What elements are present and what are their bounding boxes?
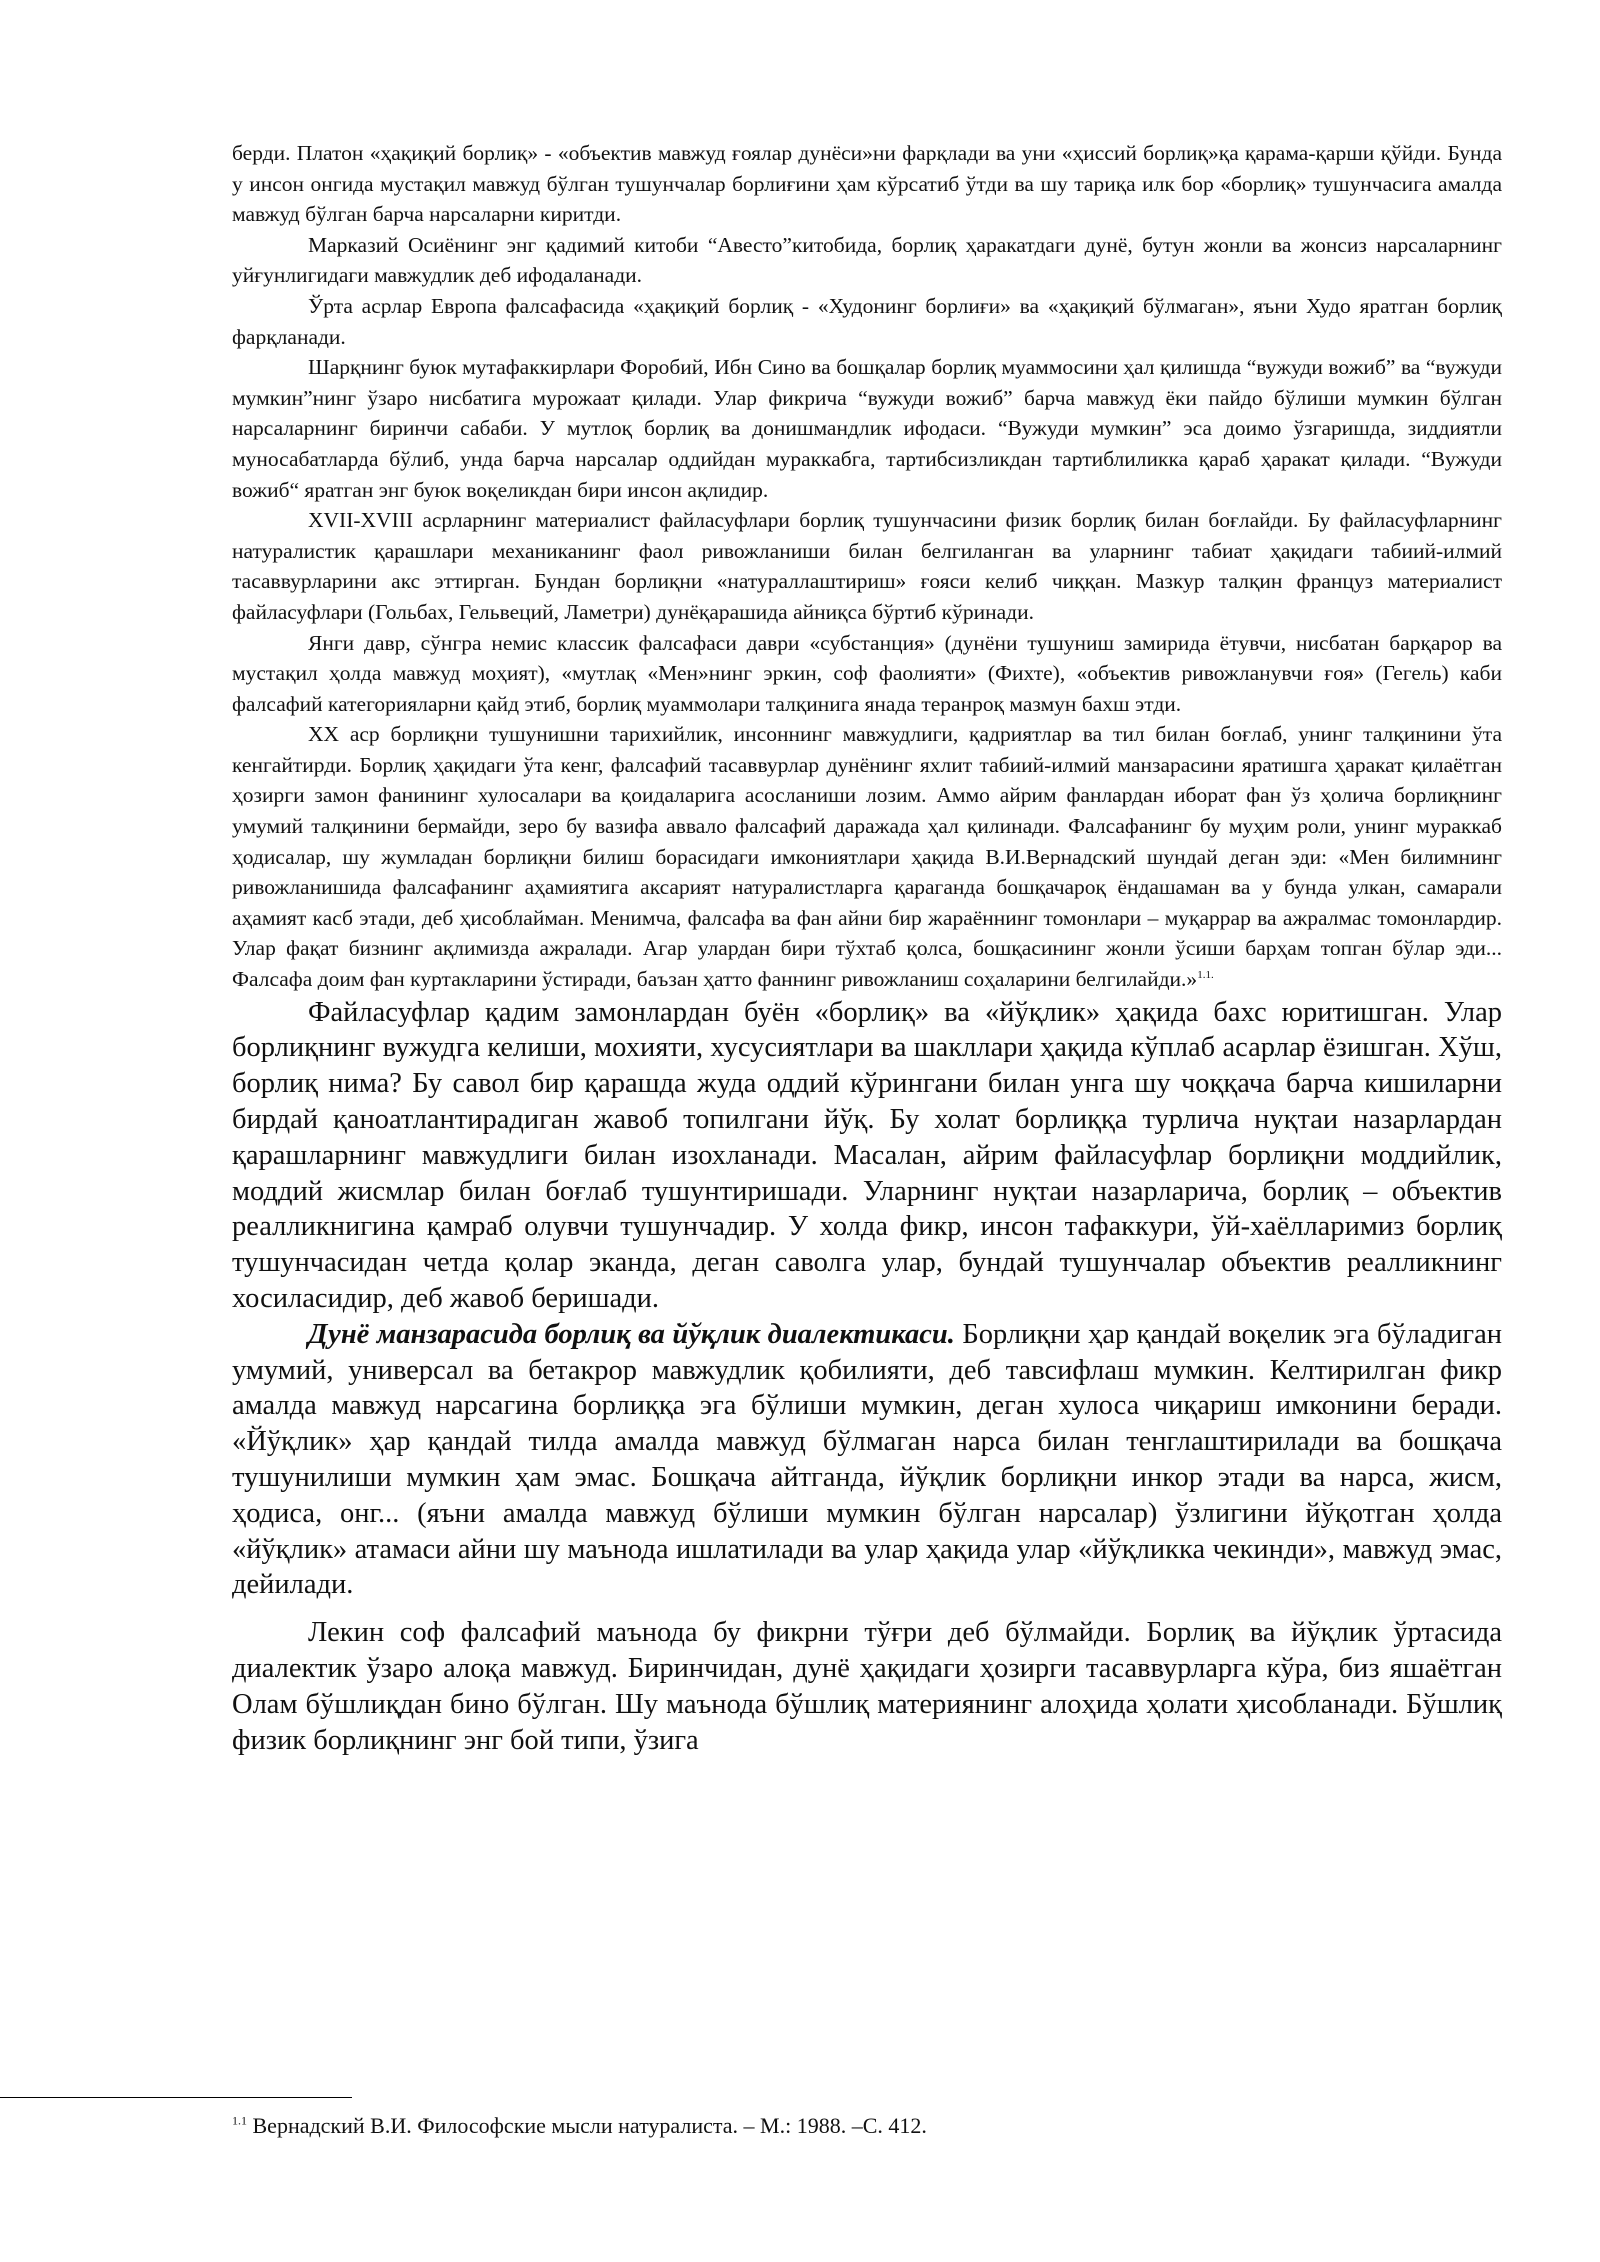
paragraph-avesto: Марказий Осиёнинг энг қадимий китоби “Авесто”китобида, борлиқ ҳаракатдаги дунё, бутун жонли ва жонсиз нарсаларнинг уйғунлигидаги мавжудлик деб ифодаланади. [232,232,1502,288]
paragraph-materialists: XVII-XVIII асрларнинг материалист файласуфлари борлиқ тушунчасини физик борлиқ билан боғлайди. Бу файласуфларнинг натуралистик қарашлари механиканинг фаол ривожланиши билан белгиланган ва уларнинг табиат ҳақидаги табиий-илмий тасаввурларини акс эттирган. Бундан борлиқни «натураллаштириш» ғояси келиб чиққан. Мазкур талқин француз материалист файласуфлари (Гольбах, Гельвеций, Ламетри) дунёқарашида айниқса бўртиб кўринади. [232,508,1502,624]
footnote-text: Вернадский В.И. Философские мысли натуралиста. – М.: 1988. –С. 412. [247,2113,927,2138]
document-page [232,138,1502,1758]
paragraph-new-era: Янги давр, сўнгра немис классик фалсафаси даври «субстанция» (дунёни тушуниш замирида ётувчи, нисбатан барқарор ва мустақил ҳолда мавжуд моҳият), «мутлақ «Мен»нинг эркин, соф фаолияти» (Фихте), «объектив ривожланувчи ғоя» (Гегель) каби фалсафий категорияларни қайд этиб, борлиқ муаммолари талқинига янада теранроқ мазмун бахш этди. [232,630,1502,716]
footnote-marker: 1.1 [232,2113,247,2128]
paragraph-dialectics [232,1317,1502,1603]
section-heading: Дунё манзарасида борлиқ ва йўқлик диалектикаси. [308,1318,955,1350]
footnote-separator [0,2097,352,2098]
paragraph-middle-ages: Ўрта асрлар Европа фалсафасида «ҳақиқий борлиқ - «Худонинг борлиғи» ва «ҳақиқий бўлмаган», яъни Худо яратган борлиқ фарқланади. [232,293,1502,349]
paragraph-twentieth-century-text: XX аср борлиқни тушунишни тарихийлик, инсоннинг мавжудлиги, қадриятлар ва тил билан боғлаб, унинг талқинини ўта кенгайтирди. Борлиқ ҳақидаги ўта кенг, фалсафий тасаввурлар дунёнинг яхлит табиий-илмий манзарасини яратишга ҳаракат қилаётган ҳозирги замон фанининг хулосалари ва қоидаларига асосланиши лозим. Аммо айрим фанлардан иборат фан ўз ҳолича борлиқнинг умумий талқинини бермайди, зеро бу вазифа аввало фалсафий даражада ҳал қилинади. Фалсафанинг бу муҳим роли, унинг мураккаб ҳодисалар, шу жумладан борлиқни билиш борасидаги имкониятлари ҳақида В.И.Вернадский шундай деган эди: «Мен билимнинг ривожланишида фалсафанинг аҳамиятига аксарият натуралистларга қараганда бошқачароқ ёндашаман ва у бунда улкан, самарали аҳамият касб этади, деб ҳисоблайман. Менимча, фалсафа ва фан айни бир жараённинг томонлари – муқаррар ва ажралмас томонлардир. Улар фақат бизнинг ақлимизда ажралади. Агар улардан бири тўхтаб қолса, бошқасининг жонли ўсиши барҳам топган бўлар эди... Фалсафа доим фан куртакларини ўстиради, баъзан ҳатто фаннинг ривожланиш соҳаларини белгилайди.» [232,722,1502,992]
paragraph-eastern-thinkers: Шарқнинг буюк мутафаккирлари Форобий, Ибн Сино ва бошқалар борлиқ муаммосини ҳал қилишда “вужуди вожиб” ва “вужуди мумкин”нинг ўзаро нисбатига мурожаат қилади. Улар фикрича “вужуди вожиб” барча мавжуд ёки пайдо бўлиши мумкин бўлган нарсаларнинг биринчи сабаби. У мутлоқ борлиқ ва донишмандлик ифодаси. “Вужуди мумкин” эса доимо ўзгаришда, зиддиятли муносабатларда бўлиб, унда барча нарсалар оддийдан мураккабга, тартибсизликдан тартиблиликка қараб ҳаракат қилади. “Вужуди вожиб“ яратган энг буюк воқеликдан бири инсон ақлидир. [232,355,1502,502]
paragraph-twentieth-century [232,719,1502,994]
paragraph-plato: берди. Платон «ҳақиқий борлиқ» - «объектив мавжуд ғоялар дунёси»ни фарқлади ва уни «ҳиссий борлиқ»қа қарама-қарши қўйди. Бунда у инсон онгида мустақил мавжуд бўлган тушунчалар борлиғини ҳам кўрсатиб ўтди ва шу тариқа илк бор «борлиқ» тушунчасига амалда мавжуд бўлган барча нарсаларни киритди. [232,141,1502,227]
footnote-reference[interactable]: 1.1. [1197,968,1214,981]
large-text-section [232,995,1502,1759]
footnote [232,2112,1502,2140]
paragraph-philosophers-debate: Файласуфлар қадим замонлардан буён «борлиқ» ва «йўқлик» ҳақида бахс юритишган. Улар борлиқнинг вужудга келиши, мохияти, хусусиятлари ва шакллари ҳақида кўплаб асарлар ёзишган. Хўш, борлиқ нима? Бу савол бир қарашда жуда оддий кўрингани билан унга шу чоққача барча кишиларни бирдай қаноатлантирадиган жавоб топилгани йўқ. Бу холат борлиққа турлича нуқтаи назарлардан қарашларнинг мавжудлиги билан изохланади. Масалан, айрим файласуфлар борлиқни моддийлик, моддий жисмлар билан боғлаб тушунтиришади. Уларнинг нуқтаи назарларича, борлиқ – объектив реалликнигина қамраб олувчи тушунчадир. У холда фикр, инсон тафаккури, ўй-хаёлларимиз борлиқ тушунчасидан четда қолар эканда, деган саволга улар, бундай тушунчалар объектив реалликнинг хосиласидир, деб жавоб беришади. [232,996,1502,1314]
small-text-section [232,138,1502,995]
paragraph-emptiness: Лекин соф фалсафий маънода бу фикрни тўғри деб бўлмайди. Борлиқ ва йўқлик ўртасида диалектик ўзаро алоқа мавжуд. Биринчидан, дунё ҳақидаги ҳозирги тасаввурларга кўра, биз яшаётган Олам бўшлиқдан бино бўлган. Шу маънода бўшлиқ материянинг алоҳида ҳолати ҳисобланади. Бўшлиқ физик борлиқнинг энг бой типи, ўзига [232,1617,1502,1756]
paragraph-dialectics-text: Борлиқни ҳар қандай воқелик эга бўладиган умумий, универсал ва бетакрор мавжудлик қобилияти, деб тавсифлаш мумкин. Келтирилган фикр амалда мавжуд нарсагина борлиққа эга бўлиши мумкин, деган хулоса чиқариш имконини беради. «Йўқлик» ҳар қандай тилда амалда мавжуд бўлмаган нарса билан тенглаштирилади ва бошқача тушунилиши мумкин ҳам эмас. Бошқача айтганда, йўқлик борлиқни инкор этади ва нарса, жисм, ҳодиса, онг... (яъни амалда мавжуд бўлиши мумкин бўлган нарсалар) ўзлигини йўқотган ҳолда «йўқлик» атамаси айни шу маънода ишлатилади ва улар ҳақида улар «йўқликка чекинди», мавжуд эмас, дейилади. [232,1318,1502,1601]
